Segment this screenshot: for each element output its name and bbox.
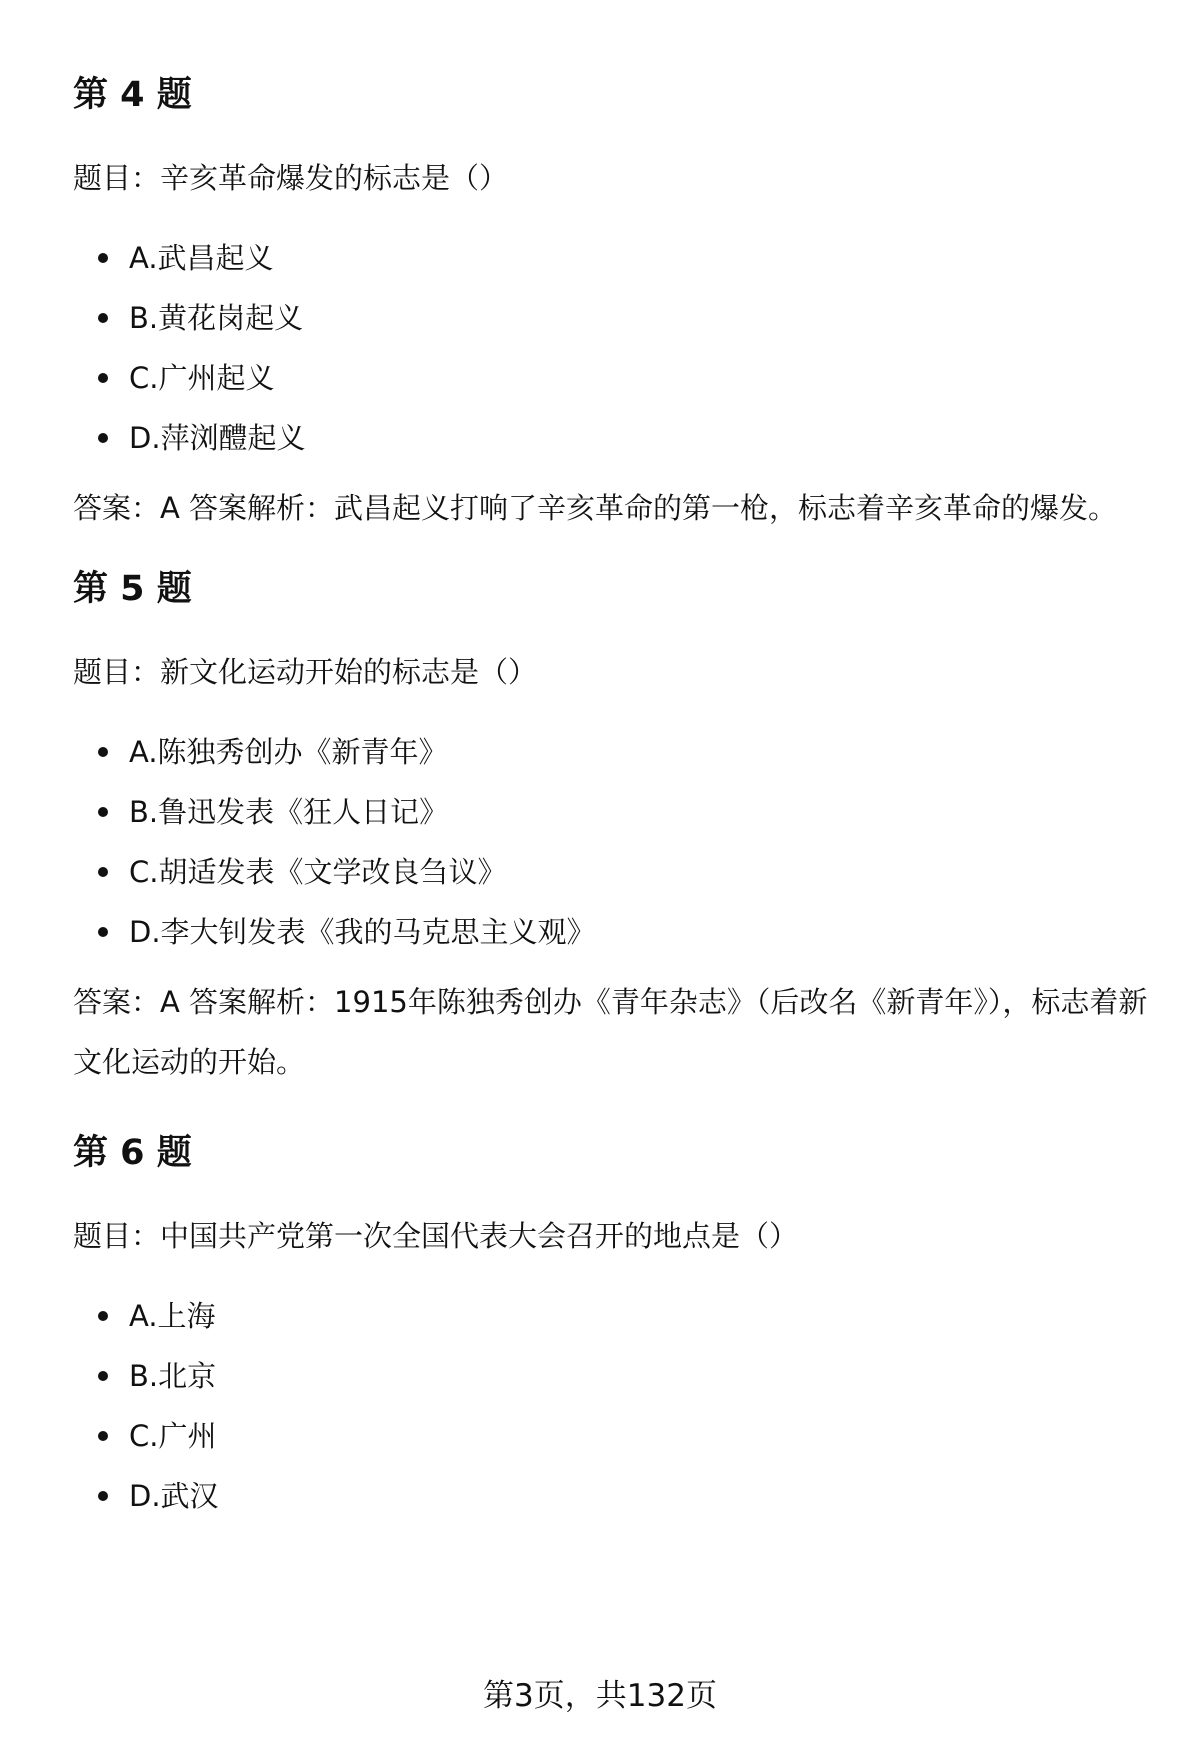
bullet-icon [98,807,108,817]
bullet-icon [98,1491,108,1501]
document-page [73,70,1163,1536]
option-d [73,418,1163,458]
bullet-icon [98,747,108,757]
question-4-text: 题目：辛亥革命爆发的标志是（） [73,161,509,195]
option-a [73,732,1163,772]
option-c [73,358,1163,398]
bullet-icon [98,253,108,263]
question-6-heading: 第 6 题 [73,1133,192,1173]
page-footer: 第3页，共132页 [483,1678,717,1714]
bullet-icon [98,373,108,383]
option-a [73,1296,1163,1336]
option-label: C.广州起义 [129,361,275,395]
option-label: D.武汉 [129,1479,219,1513]
question-5-answer: 答案：A 答案解析：1915年陈独秀创办《青年杂志》（后改名《新青年》），标志着新文化运动的开始。 [73,985,1148,1079]
question-5-heading: 第 5 题 [73,569,192,609]
bullet-icon [98,1371,108,1381]
option-label: B.黄花岗起义 [129,301,304,335]
question-6-options [73,1296,1163,1516]
bullet-icon [98,433,108,443]
option-label: A.武昌起义 [129,241,274,275]
option-b [73,792,1163,832]
bullet-icon [98,313,108,323]
option-label: C.胡适发表《文学改良刍议》 [129,855,507,889]
option-b [73,298,1163,338]
question-4-answer: 答案：A 答案解析：武昌起义打响了辛亥革命的第一枪，标志着辛亥革命的爆发。 [73,491,1118,525]
bullet-icon [98,867,108,877]
option-label: C.广州 [129,1419,217,1453]
option-a [73,238,1163,278]
option-label: D.萍浏醴起义 [129,421,306,455]
question-5-text: 题目：新文化运动开始的标志是（） [73,655,538,689]
option-b [73,1356,1163,1396]
option-d [73,1476,1163,1516]
bullet-icon [98,1431,108,1441]
option-label: B.鲁迅发表《狂人日记》 [129,795,449,829]
option-c [73,1416,1163,1456]
option-d [73,912,1163,952]
option-label: A.陈独秀创办《新青年》 [129,735,448,769]
question-4-heading: 第 4 题 [73,75,192,115]
option-label: A.上海 [129,1299,216,1333]
option-label: D.李大钊发表《我的马克思主义观》 [129,915,596,949]
bullet-icon [98,1311,108,1321]
option-label: B.北京 [129,1359,217,1393]
question-5-options [73,732,1163,952]
bullet-icon [98,927,108,937]
question-4-options [73,238,1163,458]
question-6-text: 题目：中国共产党第一次全国代表大会召开的地点是（） [73,1219,799,1253]
option-c [73,852,1163,892]
